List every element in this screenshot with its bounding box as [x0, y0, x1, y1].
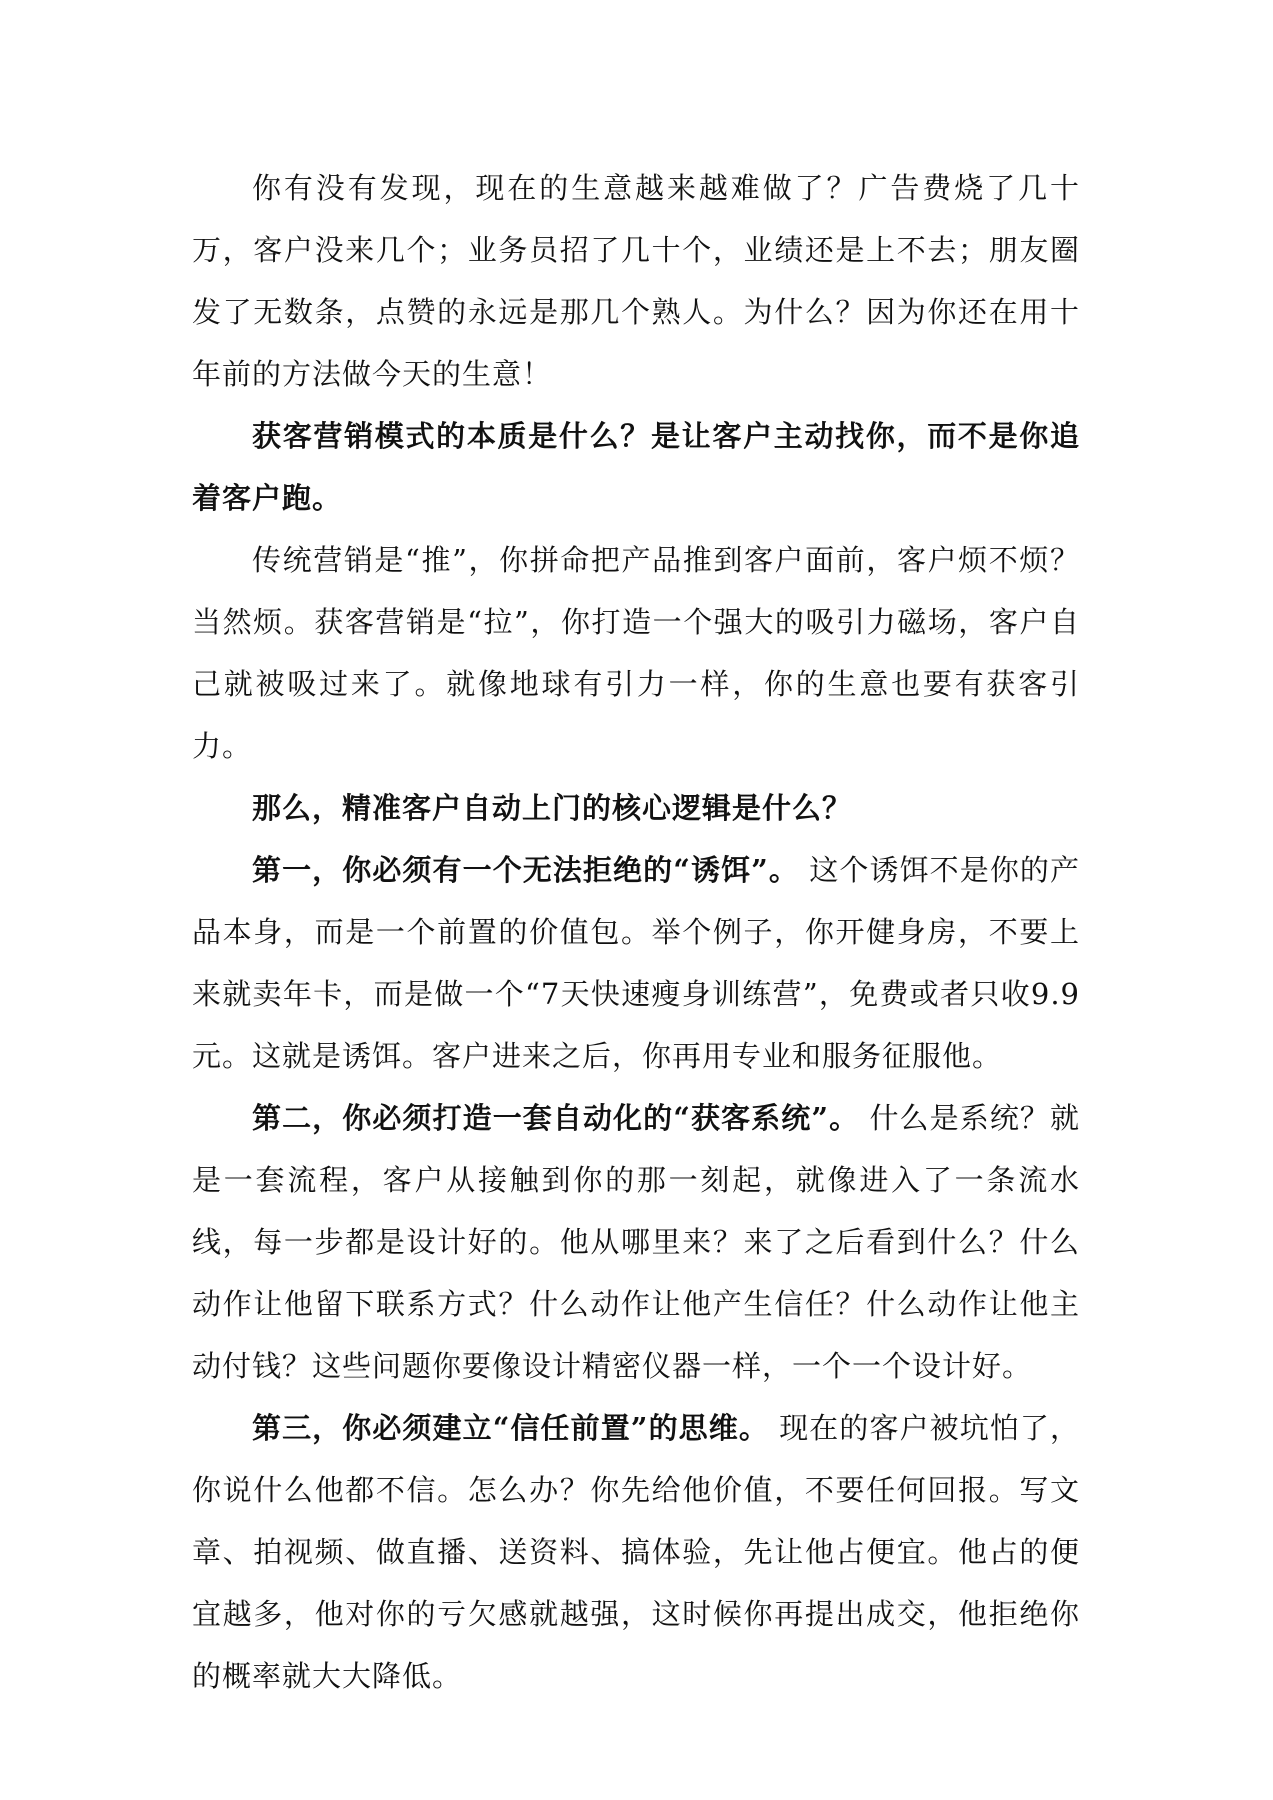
- paragraph-6-lead: 第二，你必须打造一套自动化的“获客系统”。: [252, 1101, 860, 1135]
- paragraph-2-lead: 获客营销模式的本质是什么？是让客户主动找你，而不是你追着客户跑。: [192, 419, 1080, 515]
- paragraph-3: [192, 529, 1080, 777]
- paragraph-6-text: 什么是系统？就是一套流程，客户从接触到你的那一刻起，就像进入了一条流水线，每一步都是设计好的。他从哪里来？来了之后看到什么？什么动作让他留下联系方式？什么动作让他产生信任？什么动作让他主动付钱？这些问题你要像设计精密仪器一样，一个一个设计好。: [192, 1101, 1080, 1383]
- paragraph-3-text: 传统营销是“推”，你拼命把产品推到客户面前，客户烦不烦？当然烦。获客营销是“拉”，你打造一个强大的吸引力磁场，客户自己就被吸过来了。就像地球有引力一样，你的生意也要有获客引力。: [192, 543, 1080, 763]
- paragraph-7: [192, 1397, 1080, 1707]
- paragraph-5-lead: 第一，你必须有一个无法拒绝的“诱饵”。: [252, 853, 799, 887]
- paragraph-5-text: 这个诱饵不是你的产品本身，而是一个前置的价值包。举个例子，你开健身房，不要上来就卖年卡，而是做一个“7天快速瘦身训练营”，免费或者只收9.9元。这就是诱饵。客户进来之后，你再用专业和服务征服他。: [192, 853, 1080, 1073]
- paragraph-7-text: 现在的客户被坑怕了，你说什么他都不信。怎么办？你先给他价值，不要任何回报。写文章、拍视频、做直播、送资料、搞体验，先让他占便宜。他占的便宜越多，他对你的亏欠感就越强，这时候你再提出成交，他拒绝你的概率就大大降低。: [192, 1411, 1080, 1693]
- paragraph-4-lead: 那么，精准客户自动上门的核心逻辑是什么？: [252, 791, 853, 825]
- paragraph-4: [192, 777, 1080, 839]
- paragraph-1: [192, 157, 1080, 405]
- paragraph-2: [192, 405, 1080, 529]
- paragraph-1-text: 你有没有发现，现在的生意越来越难做了？广告费烧了几十万，客户没来几个；业务员招了几十个，业绩还是上不去；朋友圈发了无数条，点赞的永远是那几个熟人。为什么？因为你还在用十年前的方法做今天的生意！: [192, 171, 1080, 391]
- paragraph-7-lead: 第三，你必须建立“信任前置”的思维。: [252, 1411, 769, 1445]
- document-page: [192, 157, 1080, 1707]
- paragraph-5: [192, 839, 1080, 1087]
- paragraph-6: [192, 1087, 1080, 1397]
